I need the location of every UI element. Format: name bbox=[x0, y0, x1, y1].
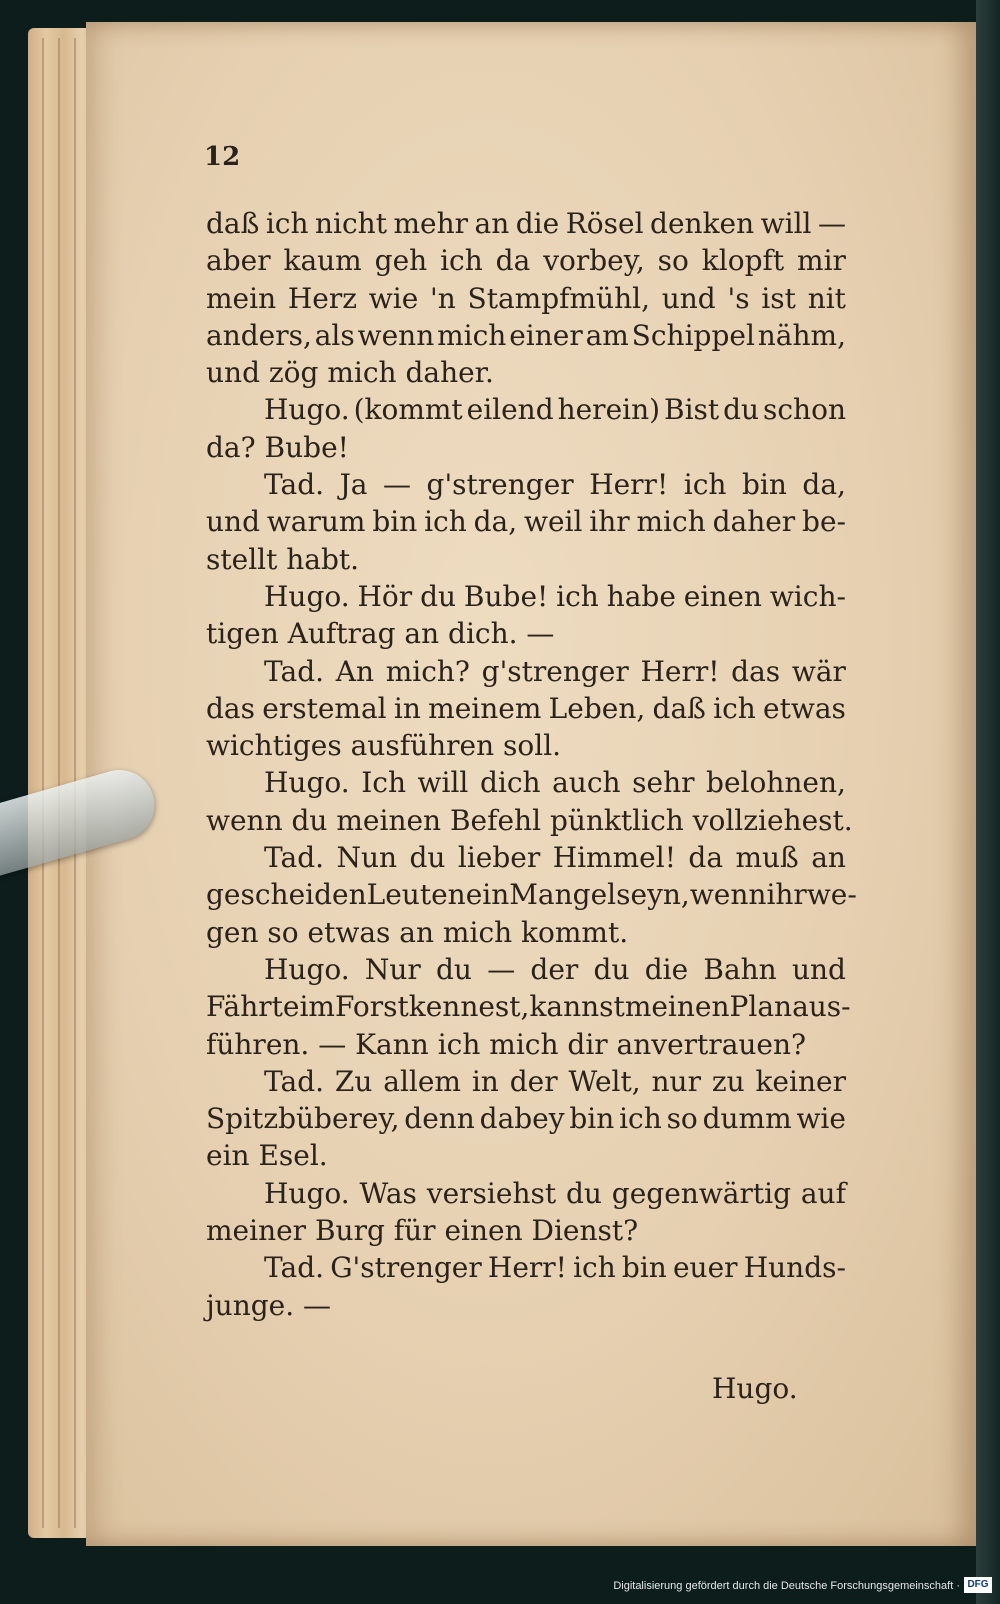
dfg-logo: DFG bbox=[964, 1577, 992, 1593]
page-text bbox=[206, 205, 857, 1324]
footer-bar bbox=[0, 1552, 1000, 1604]
footer-credit: Digitalisierung gefördert durch die Deutsche Forschungsgemeinschaft · bbox=[613, 1580, 960, 1592]
text-line: da? Bube! bbox=[206, 430, 349, 464]
text-line: tigen Auftrag an dich. — bbox=[206, 617, 555, 651]
scan-background-strip bbox=[976, 0, 1000, 1604]
text-line: Tad. An mich? g'strenger Herr! das wär bbox=[264, 654, 846, 688]
text-line: Hugo. (kommt eilend herein) Bist du schon bbox=[264, 393, 846, 427]
page-number: 12 bbox=[204, 142, 241, 172]
text-line: stellt habt. bbox=[206, 542, 360, 576]
text-line: Hugo. Ich will dich auch sehr belohnen, bbox=[264, 766, 846, 800]
text-line: und zög mich daher. bbox=[206, 356, 494, 390]
text-line: Hugo. Nur du — der du die Bahn und bbox=[264, 952, 846, 986]
text-line: Tad. G'strenger Herr! ich bin euer Hunds- bbox=[264, 1251, 846, 1285]
text-line: Tad. Nun du lieber Himmel! da muß an bbox=[264, 841, 846, 875]
text-line: junge. — bbox=[206, 1288, 332, 1322]
page-edge-line bbox=[58, 38, 60, 1528]
text-line: Spitzbüberey, denn dabey bin ich so dumm wie bbox=[206, 1102, 846, 1136]
text-line: meiner Burg für einen Dienst? bbox=[206, 1214, 639, 1248]
text-line: wenn du meinen Befehl pünktlich vollziehest. bbox=[206, 803, 853, 837]
text-line: anders, als wenn mich einer am Schippel nähm, bbox=[206, 318, 846, 352]
text-line: das erstemal in meinem Leben, daß ich etwas bbox=[206, 691, 846, 725]
text-line: aber kaum geh ich da vorbey, so klopft mir bbox=[206, 244, 846, 278]
text-line: Tad. Ja — g'strenger Herr! ich bin da, bbox=[264, 468, 846, 502]
text-line: wichtiges ausführen soll. bbox=[206, 729, 562, 763]
text-line: mein Herz wie 'n Stampfmühl, und 's ist nit bbox=[206, 281, 846, 315]
text-line: daß ich nicht mehr an die Rösel denken will — bbox=[206, 207, 846, 240]
text-line: und warum bin ich da, weil ihr mich daher be- bbox=[206, 505, 846, 539]
text-line: ein Esel. bbox=[206, 1139, 328, 1173]
text-line: Hugo. Was versiehst du gegenwärtig auf bbox=[264, 1176, 846, 1210]
catchword: Hugo. bbox=[712, 1372, 798, 1405]
text-line: gescheiden Leuten ein Mangel seyn, wenn ihr we- bbox=[206, 878, 857, 912]
text-line: führen. — Kann ich mich dir anvertrauen? bbox=[206, 1027, 807, 1061]
text-line: Fährte im Forst kennest, kannst meinen Plan aus- bbox=[206, 990, 851, 1024]
text-line: Tad. Zu allem in der Welt, nur zu keiner bbox=[264, 1064, 846, 1098]
page-edge-line bbox=[42, 38, 44, 1528]
text-line: Hugo. Hör du Bube! ich habe einen wich- bbox=[264, 579, 846, 613]
text-line: gen so etwas an mich kommt. bbox=[206, 915, 629, 949]
